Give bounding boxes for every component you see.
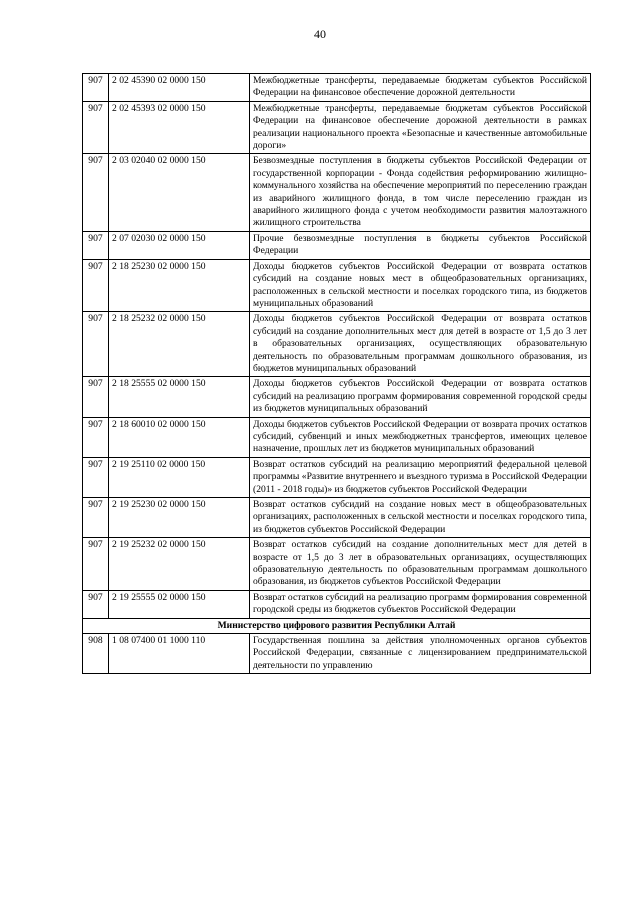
table-row — [83, 538, 591, 591]
revenue-code-cell: 2 19 25230 02 0000 150 — [109, 498, 250, 538]
revenue-code-cell: 1 08 07400 01 1000 110 — [109, 634, 250, 674]
admin-code-cell: 907 — [83, 498, 109, 538]
table-row — [83, 259, 591, 312]
table-row — [83, 417, 591, 457]
admin-code-cell: 907 — [83, 538, 109, 591]
revenue-code-cell: 2 07 02030 02 0000 150 — [109, 231, 250, 259]
admin-code-cell: 908 — [83, 634, 109, 674]
table-row — [83, 101, 591, 154]
table-row — [83, 590, 591, 618]
revenue-code-cell: 2 18 25230 02 0000 150 — [109, 259, 250, 312]
admin-code-cell: 907 — [83, 259, 109, 312]
revenue-name-cell: Безвозмездные поступления в бюджеты субъектов Российской Федерации от государственной корпорации - Фонда содействия реформированию жилищно-коммунального хозяйства на обеспечение мероприятий по переселению граждан из аварийного жилищного фонда, в том числе переселению граждан из аварийного жилищного фонда с учетом необходимости развития малоэтажного жилищного строительства — [250, 154, 591, 231]
revenue-code-cell: 2 19 25232 02 0000 150 — [109, 538, 250, 591]
revenue-code-cell: 2 18 25555 02 0000 150 — [109, 377, 250, 417]
admin-code-cell: 907 — [83, 312, 109, 377]
admin-code-cell: 907 — [83, 231, 109, 259]
revenue-name-cell: Государственная пошлина за действия уполномоченных органов субъектов Российской Федерации, связанные с лицензированием предпринимательской деятельности по управлению — [250, 634, 591, 674]
admin-code-cell: 907 — [83, 417, 109, 457]
table-row — [83, 231, 591, 259]
revenue-code-cell: 2 18 60010 02 0000 150 — [109, 417, 250, 457]
table-row — [83, 634, 591, 674]
admin-code-cell: 907 — [83, 457, 109, 497]
revenue-code-cell: 2 02 45390 02 0000 150 — [109, 74, 250, 102]
revenue-code-cell: 2 18 25232 02 0000 150 — [109, 312, 250, 377]
admin-code-cell: 907 — [83, 74, 109, 102]
table-row — [83, 498, 591, 538]
table-row — [83, 377, 591, 417]
revenue-name-cell: Возврат остатков субсидий на создание новых мест в общеобразовательных организациях, расположенных в сельской местности и поселках городского типа, из бюджетов субъектов Российской Федерации — [250, 498, 591, 538]
admin-code-cell: 907 — [83, 590, 109, 618]
revenue-code-cell: 2 19 25555 02 0000 150 — [109, 590, 250, 618]
revenue-code-cell: 2 19 25110 02 0000 150 — [109, 457, 250, 497]
admin-code-cell: 907 — [83, 377, 109, 417]
admin-code-cell: 907 — [83, 101, 109, 154]
revenue-name-cell: Доходы бюджетов субъектов Российской Федерации от возврата остатков субсидий на создание новых мест в общеобразовательных организациях, расположенных в сельской местности и поселках городского типа, из бюджетов муниципальных образований — [250, 259, 591, 312]
table-row — [83, 154, 591, 231]
revenue-name-cell: Межбюджетные трансферты, передаваемые бюджетам субъектов Российской Федерации на финансовое обеспечение дорожной деятельности — [250, 74, 591, 102]
section-title: Министерство цифрового развития Республики Алтай — [83, 618, 591, 633]
section-header-row — [83, 618, 591, 633]
revenue-name-cell: Доходы бюджетов субъектов Российской Федерации от возврата остатков субсидий на реализацию программ формирования современной городской среды из бюджетов муниципальных образований — [250, 377, 591, 417]
admin-code-cell: 907 — [83, 154, 109, 231]
revenue-codes-table — [82, 73, 591, 674]
table-row — [83, 457, 591, 497]
revenue-code-cell: 2 02 45393 02 0000 150 — [109, 101, 250, 154]
table-row — [83, 74, 591, 102]
revenue-name-cell: Межбюджетные трансферты, передаваемые бюджетам субъектов Российской Федерации на финансовое обеспечение дорожной деятельности в рамках реализации национального проекта «Безопасные и качественные автомобильные дороги» — [250, 101, 591, 154]
revenue-code-cell: 2 03 02040 02 0000 150 — [109, 154, 250, 231]
table-row — [83, 312, 591, 377]
revenue-name-cell: Доходы бюджетов субъектов Российской Федерации от возврата остатков субсидий на создание дополнительных мест для детей в возрасте от 1,5 до 3 лет в образовательных организациях, осуществляющих образовательную деятельность по образовательным программам дошкольного образования, из бюджетов муниципальных образований — [250, 312, 591, 377]
revenue-name-cell: Доходы бюджетов субъектов Российской Федерации от возврата прочих остатков субсидий, субвенций и иных межбюджетных трансфертов, имеющих целевое назначение, прошлых лет из бюджетов муниципальных образований — [250, 417, 591, 457]
revenue-name-cell: Возврат остатков субсидий на создание дополнительных мест для детей в возрасте от 1,5 до 3 лет в образовательных организациях, осуществляющих образовательную деятельность по образовательным программам дошкольного образования, из бюджетов субъектов Российской Федерации — [250, 538, 591, 591]
revenue-name-cell: Возврат остатков субсидий на реализацию программ формирования современной городской среды из бюджетов субъектов Российской Федерации — [250, 590, 591, 618]
revenue-name-cell: Прочие безвозмездные поступления в бюджеты субъектов Российской Федерации — [250, 231, 591, 259]
page-number: 40 — [314, 27, 326, 41]
revenue-name-cell: Возврат остатков субсидий на реализацию мероприятий федеральной целевой программы «Развитие внутреннего и въездного туризма в Российской Федерации (2011 - 2018 годы)» из бюджетов субъектов Российской Федерации — [250, 457, 591, 497]
